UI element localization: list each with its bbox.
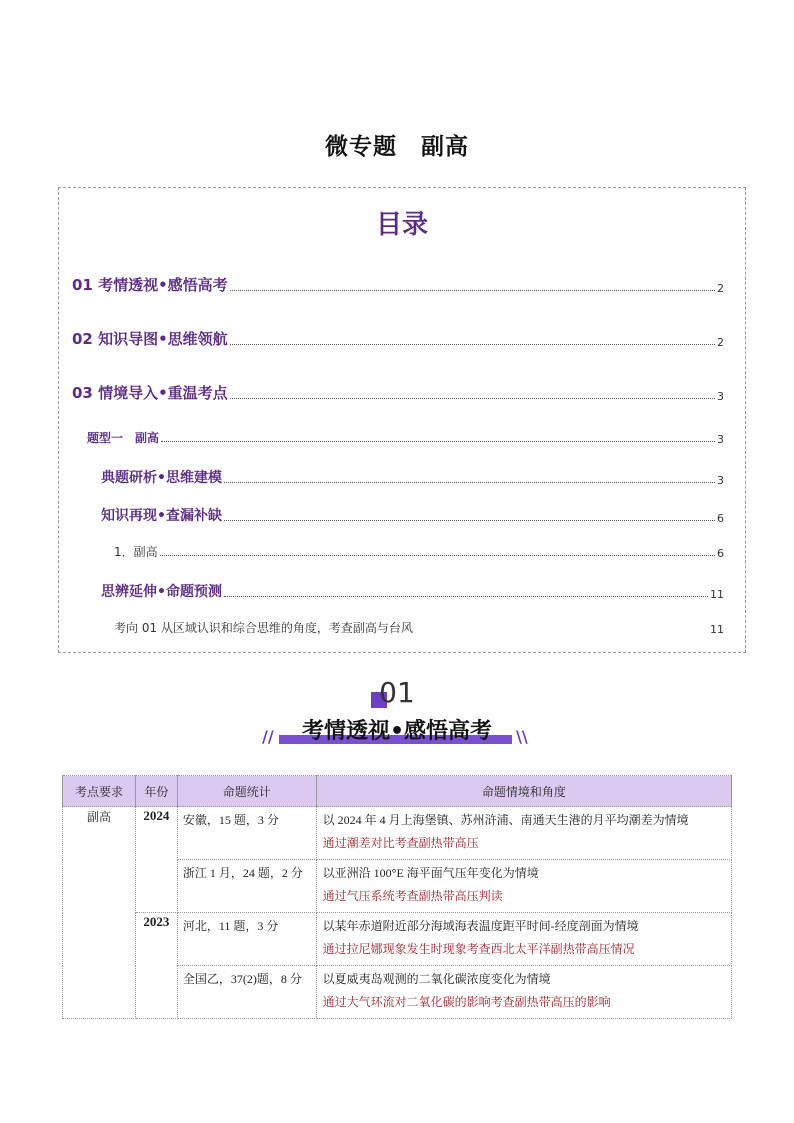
toc-entry[interactable]	[101, 581, 724, 601]
toc-entry-page: 3	[717, 433, 724, 446]
table-row	[63, 807, 732, 860]
left-slash-decoration: //	[262, 727, 274, 746]
toc-entry-page: 11	[710, 588, 724, 601]
toc-entry-page: 6	[717, 512, 724, 525]
toc-entry-label: 典题研析•思维建模	[101, 470, 222, 486]
toc-entry[interactable]	[114, 543, 724, 560]
table-row	[63, 913, 732, 966]
toc-entry-page: 3	[717, 474, 724, 487]
angle-text: 通过潮差对比考查副热带高压	[322, 836, 479, 850]
toc-dots	[224, 595, 708, 597]
section-title: 考情透视•感悟高考	[301, 719, 493, 744]
toc-entry[interactable]	[101, 467, 724, 487]
table-header-cell: 考点要求	[63, 776, 136, 807]
context-text: 以亚洲沿 100°E 海平面气压年变化为情境	[322, 866, 539, 880]
toc-entry-page: 11	[710, 623, 724, 636]
context-text: 以夏威夷岛观测的二氧化碳浓度变化为情境	[322, 972, 551, 986]
exam-statistics-table	[62, 775, 732, 1019]
context-text: 以 2024 年 4 月上海堡镇、苏州浒浦、南通天生港的月平均潮差为情境	[322, 813, 689, 827]
stat-cell: 河北，11 题，3 分	[177, 913, 316, 966]
table-of-contents	[58, 187, 746, 653]
document-title: 微专题 副高	[325, 134, 469, 160]
stat-cell: 安徽，15 题，3 分	[177, 807, 316, 860]
toc-entry-page: 2	[717, 282, 724, 295]
toc-entry-page: 2	[717, 336, 724, 349]
toc-entry-label: 思辨延伸•命题预测	[101, 584, 222, 600]
context-text: 以某年赤道附近部分海域海表温度距平时间-经度剖面为情境	[322, 919, 639, 933]
toc-dots	[230, 289, 715, 291]
toc-dots	[224, 481, 715, 483]
toc-entry-label: 考向 01 从区域认识和综合思维的角度，考查副高与台风	[114, 621, 413, 635]
angle-text: 通过拉尼娜现象发生时现象考查西北太平洋副热带高压情况	[322, 942, 635, 956]
stat-cell: 全国乙，37(2)题，8 分	[177, 966, 316, 1019]
toc-entry-label: 知识再现•查漏补缺	[101, 508, 222, 524]
requirement-cell: 副高	[63, 807, 136, 1019]
toc-entry[interactable]	[72, 274, 724, 295]
context-cell	[316, 860, 731, 913]
section-number: 01	[379, 676, 415, 709]
toc-entry-page: 6	[717, 547, 724, 560]
table-header-row	[63, 776, 732, 807]
right-slash-decoration: \\	[516, 727, 528, 746]
year-cell: 2023	[135, 913, 177, 1019]
toc-dots	[161, 440, 715, 442]
year-cell: 2024	[135, 807, 177, 913]
stat-cell: 浙江 1 月，24 题，2 分	[177, 860, 316, 913]
toc-entry-label: 03 情境导入•重温考点	[72, 384, 228, 402]
angle-text: 通过大气环流对二氧化碳的影响考查副热带高压的影响	[322, 995, 611, 1009]
toc-dots	[160, 554, 715, 556]
toc-dots	[230, 343, 715, 345]
toc-entry-label: 题型一 副高	[87, 431, 160, 445]
toc-dots	[230, 397, 715, 399]
context-cell	[316, 966, 731, 1019]
context-cell	[316, 913, 731, 966]
toc-entry[interactable]	[72, 328, 724, 349]
toc-entry[interactable]	[72, 382, 724, 403]
context-cell	[316, 807, 731, 860]
table-header-cell: 命题统计	[177, 776, 316, 807]
toc-entry[interactable]	[87, 429, 724, 446]
toc-heading: 目录	[375, 210, 428, 240]
table-header-cell: 年份	[135, 776, 177, 807]
toc-entry-label: 02 知识导图•思维领航	[72, 330, 228, 348]
table-header-cell: 命题情境和角度	[316, 776, 731, 807]
toc-entry-page: 3	[717, 390, 724, 403]
toc-dots	[415, 631, 708, 632]
toc-entry[interactable]	[114, 619, 724, 636]
angle-text: 通过气压系统考查副热带高压判读	[322, 889, 503, 903]
toc-entry-label: 01 考情透视•感悟高考	[72, 276, 228, 294]
toc-entry-label: 1．副高	[114, 545, 158, 559]
toc-entry[interactable]	[101, 505, 724, 525]
toc-dots	[224, 519, 715, 521]
